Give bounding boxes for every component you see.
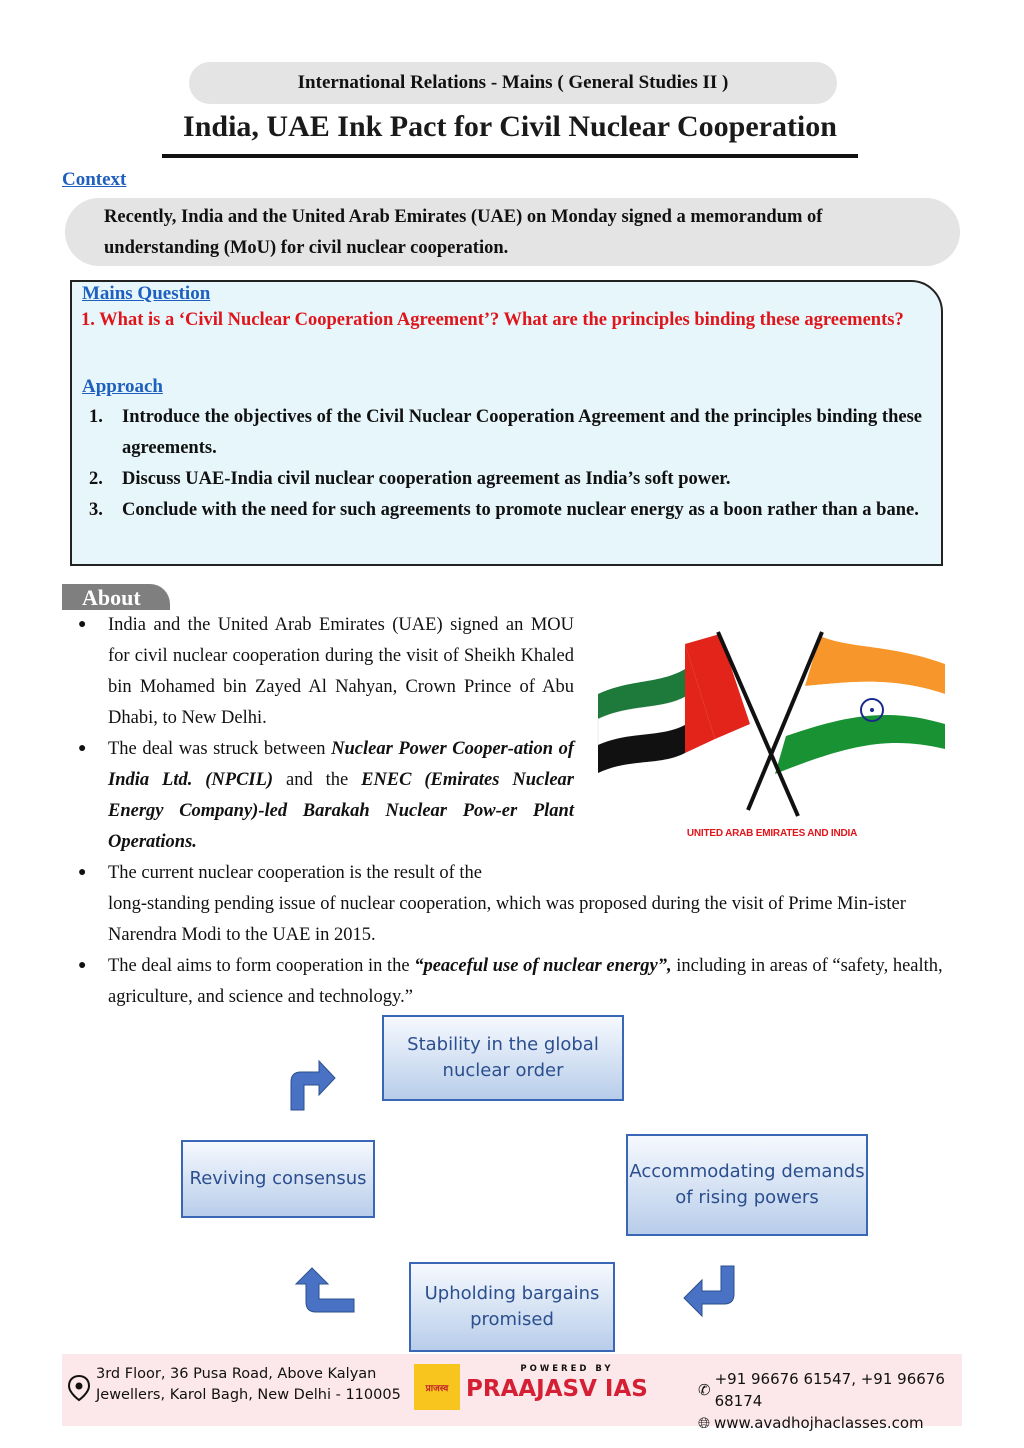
context-heading[interactable]: Context [62,169,127,190]
about-bullet-4: The deal aims to form cooperation in the “peaceful use of nuclear energy”, including in areas of “safety, health, agriculture, and science and technology.” [108,956,943,1007]
arrow-up-left-icon [292,1264,356,1316]
approach-item: 2. Discuss UAE-India civil nuclear cooperation agreement as India’s soft power. [89,469,731,489]
website-link[interactable]: www.avadhojhaclasses.com [714,1414,924,1432]
arrow-up-right-icon [285,1056,337,1112]
about-bullet-3: The current nuclear cooperation is the result of the long-standing pending issue of nuclear cooperation, which was proposed during the visit of Prime Min-ister Narendra Modi to the UAE in 2015. [108,863,906,945]
cycle-box-left: Reviving consensus [181,1140,375,1218]
arrow-down-left-icon [682,1264,740,1320]
approach-item: 3. Conclude with the need for such agreements to promote nuclear energy as a boon rather than a bane. [89,500,919,520]
bullet-dot: ● [78,741,87,756]
mains-question-heading[interactable]: Mains Question [82,283,211,304]
mains-question-text: 1. What is a ‘Civil Nuclear Cooperation Agreement’? What are the principles binding these agreements? [81,310,904,330]
globe-icon: 🌐︎ [698,1414,711,1432]
title-divider [162,154,858,158]
context-text: Recently, India and the United Arab Emirates (UAE) on Monday signed a memorandum of understanding (MoU) for civil nuclear cooperation. [104,207,823,258]
approach-item: 1. Introduce the objectives of the Civil Nuclear Cooperation Agreement and the principles binding these agreements. [89,407,922,458]
brand-name: PRAAJASV IAS [466,1376,648,1402]
phone-icon: ✆ [698,1381,711,1399]
footer [62,1354,962,1432]
location-pin-icon [66,1374,92,1404]
brand-logo: प्राजस्व [414,1364,460,1410]
approach-heading[interactable]: Approach [82,376,163,397]
cycle-box-right: Accommodating demands of rising powers [626,1134,868,1236]
about-heading: About [62,584,170,610]
crossed-flags-image [590,624,960,824]
flag-caption: UNITED ARAB EMIRATES AND INDIA [686,828,858,839]
cycle-box-bottom: Upholding bargains promised [409,1262,615,1352]
bullet-dot: ● [78,958,87,973]
powered-by-label: POWERED BY [520,1364,614,1374]
footer-address: 3rd Floor, 36 Pusa Road, Above Kalyan Jewellers, Karol Bagh, New Delhi - 110005 [96,1366,401,1403]
phone-numbers: +91 96676 61547, +91 96676 68174 [714,1370,945,1410]
footer-contact [698,1368,962,1434]
cycle-box-top: Stability in the global nuclear order [382,1015,624,1101]
bullet-dot: ● [78,865,87,880]
approach-list [84,402,922,526]
india-flag [775,636,945,774]
page-title: India, UAE Ink Pact for Civil Nuclear Cooperation [183,110,837,143]
topic-banner [189,62,837,104]
topic-text: International Relations - Mains ( General Studies II ) [297,72,729,93]
about-bullet-2: The deal was struck between Nuclear Power Cooper-ation of India Ltd. (NPCIL) and the ENEC (Emirates Nuclear Energy Company)-led Barakah Nuclear Pow-er Plant Operations. [108,739,574,852]
bullet-dot: ● [78,617,87,632]
about-bullet-1: India and the United Arab Emirates (UAE) signed an MOU for civil nuclear cooperation during the visit of Sheikh Khaled bin Mohamed bin Zayed Al Nahyan, Crown Prince of Abu Dhabi, to New Delhi. [108,615,574,728]
